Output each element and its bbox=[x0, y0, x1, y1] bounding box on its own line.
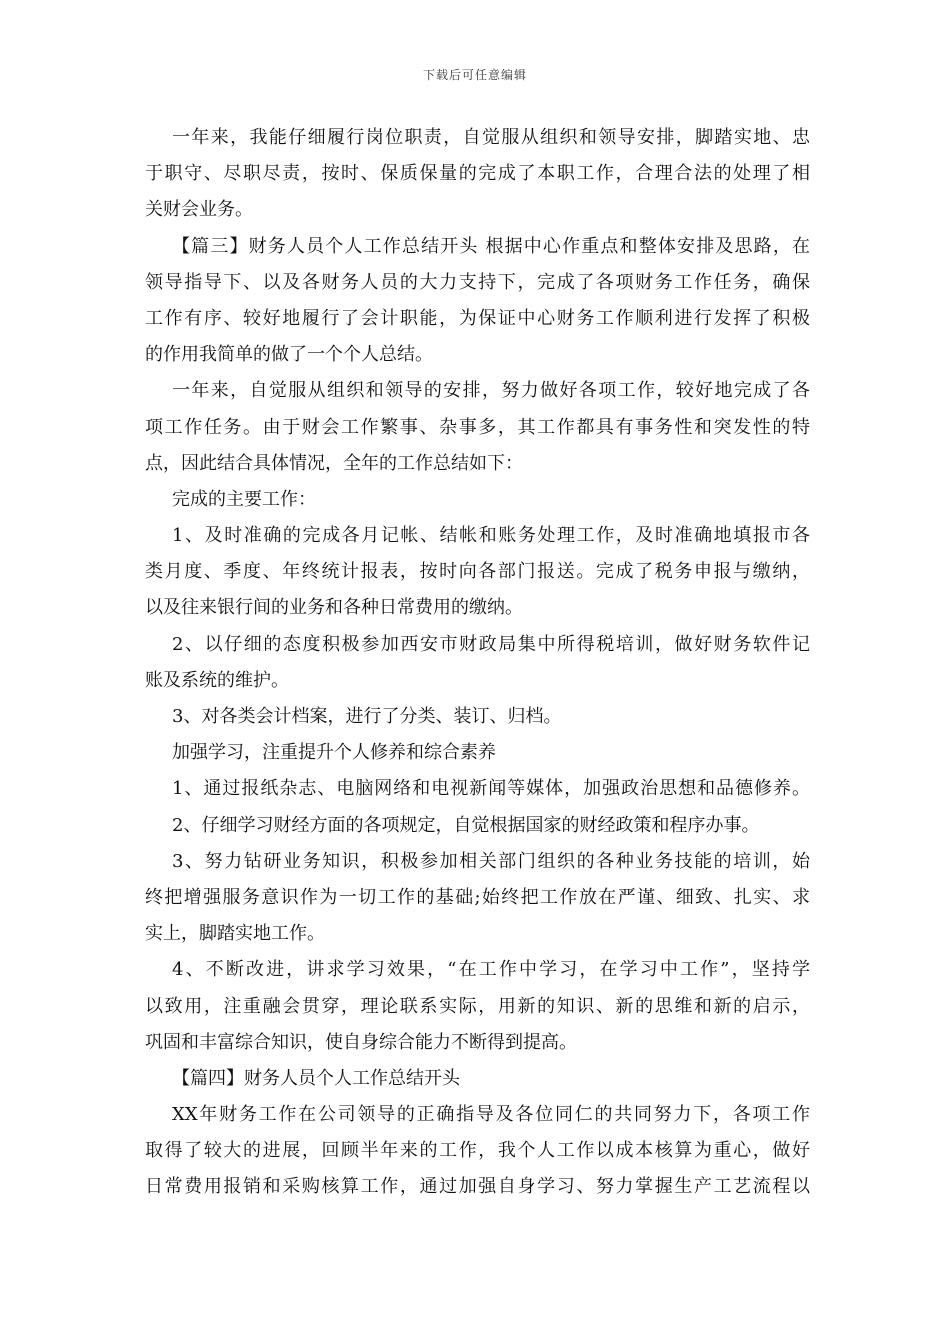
text-line: 的作用我简单的做了一个个人总结。 bbox=[145, 344, 433, 366]
text-line: 2、以仔细的态度积极参加西安市财政局集中所得税培训，做好财务软件记 bbox=[172, 633, 810, 655]
document-body bbox=[145, 120, 810, 1206]
text-line: 以及往来银行间的业务和各种日常费用的缴纳。 bbox=[145, 597, 523, 619]
text-line: 【篇三】财务人员个人工作总结开头 根据中心作重点和整体安排及思路，在 bbox=[172, 235, 810, 257]
text-line: 2、仔细学习财经方面的各项规定，自觉根据国家的财经政策和程序办事。 bbox=[172, 814, 760, 836]
text-line: 点，因此结合具体情况，全年的工作总结如下： bbox=[145, 452, 523, 474]
text-line: 完成的主要工作： bbox=[172, 488, 316, 510]
page-header: 下载后可任意编辑 bbox=[422, 68, 527, 82]
text-line: 1、通过报纸杂志、电脑网络和电视新闻等媒体，加强政治思想和品德修养。 bbox=[172, 778, 810, 800]
text-line: 终把增强服务意识作为一切工作的基础;始终把工作放在严谨、细致、扎实、求 bbox=[145, 886, 810, 908]
text-line: 巩固和丰富综合知识，使自身综合能力不断得到提高。 bbox=[145, 1031, 577, 1053]
text-line: XX年财务工作在公司领导的正确指导及各位同仁的共同努力下，各项工作 bbox=[172, 1104, 810, 1126]
text-line: 工作有序、较好地履行了会计职能，为保证中心财务工作顺利进行发挥了积极 bbox=[145, 307, 810, 329]
text-line: 于职守、尽职尽责，按时、保质保量的完成了本职工作，合理合法的处理了相 bbox=[145, 163, 810, 185]
text-line: 一年来，我能仔细履行岗位职责，自觉服从组织和领导安排，脚踏实地、忠 bbox=[172, 127, 810, 148]
text-line: 加强学习，注重提升个人修养和综合素养 bbox=[172, 742, 496, 764]
text-line: 3、努力钻研业务知识，积极参加相关部门组织的各种业务技能的培训，始 bbox=[172, 850, 810, 872]
text-line: 实上，脚踏实地工作。 bbox=[145, 923, 325, 945]
text-line: 类月度、季度、年终统计报表，按时向各部门报送。完成了税务申报与缴纳， bbox=[145, 561, 810, 583]
text-line: 一年来，自觉服从组织和领导的安排，努力做好各项工作，较好地完成了各 bbox=[172, 380, 810, 402]
text-line: 关财会业务。 bbox=[145, 199, 253, 221]
text-line: 领导指导下、以及各财务人员的大力支持下，完成了各项财务工作任务，确保 bbox=[145, 271, 810, 293]
text-line: 账及系统的维护。 bbox=[145, 669, 289, 691]
text-line: 以致用，注重融会贯穿，理论联系实际，用新的知识、新的思维和新的启示， bbox=[145, 995, 810, 1017]
text-line: 3、对各类会计档案，进行了分类、装订、归档。 bbox=[172, 706, 562, 727]
text-line: 取得了较大的进展，回顾半年来的工作，我个人工作以成本核算为重心，做好 bbox=[145, 1140, 810, 1162]
text-line: 项工作任务。由于财会工作繁事、杂事多，其工作都具有事务性和突发性的特 bbox=[145, 416, 810, 438]
text-line: 【篇四】财务人员个人工作总结开头 bbox=[172, 1067, 460, 1089]
text-line: 1、及时准确的完成各月记帐、结帐和账务处理工作，及时准确地填报市各 bbox=[172, 525, 810, 547]
text-line: 4、不断改进，讲求学习效果，“在工作中学习，在学习中工作”，坚持学 bbox=[172, 959, 810, 981]
text-line: 日常费用报销和采购核算工作，通过加强自身学习、努力掌握生产工艺流程以 bbox=[145, 1176, 810, 1198]
